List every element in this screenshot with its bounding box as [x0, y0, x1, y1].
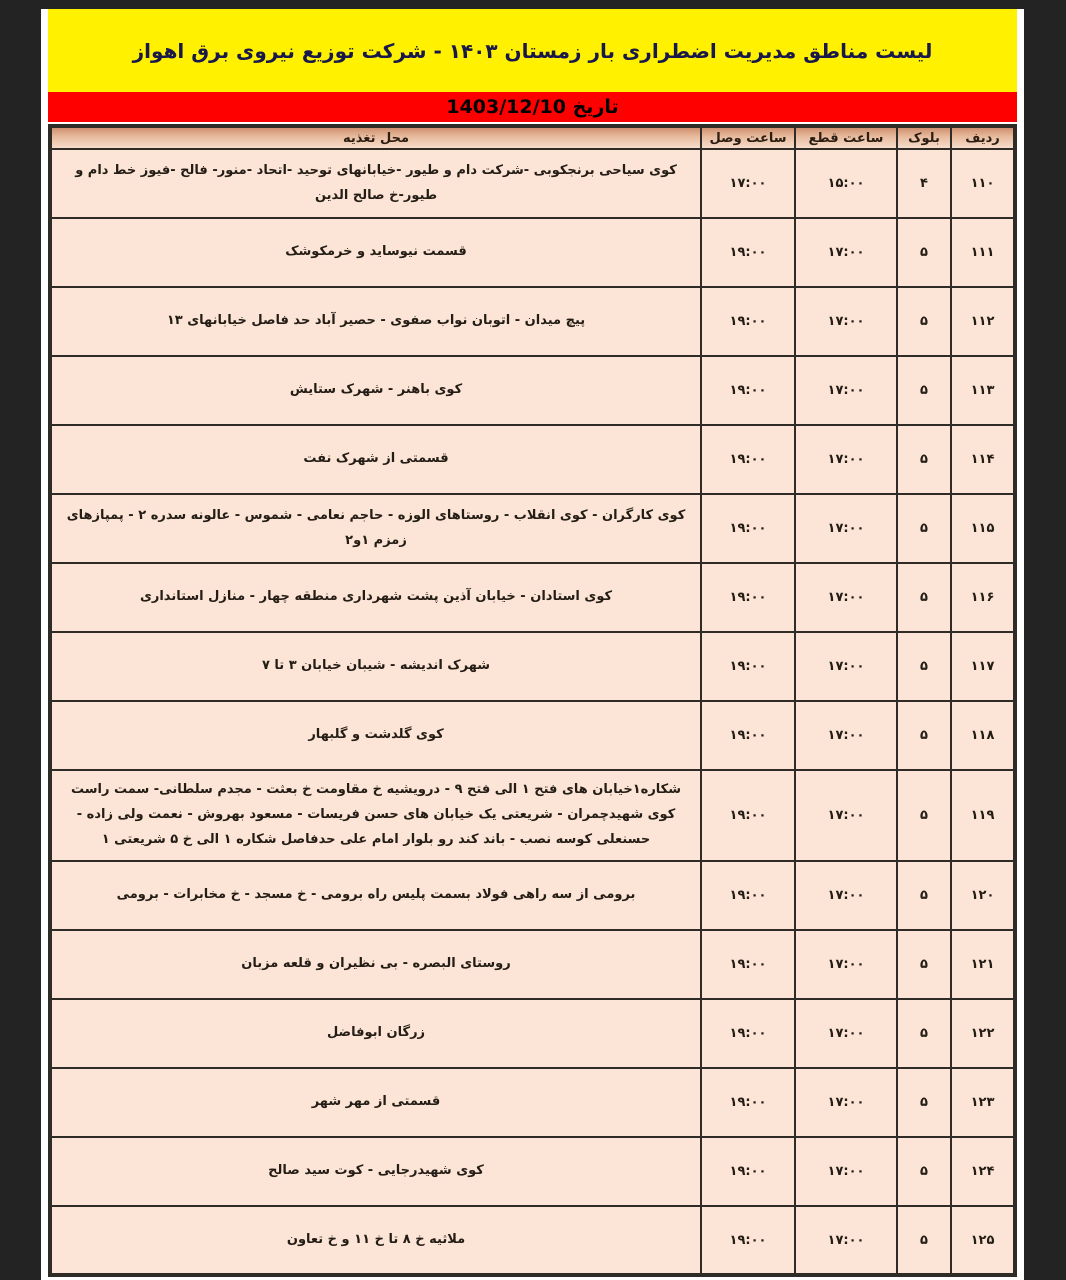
cell-row-number: ۱۱۲: [951, 287, 1015, 356]
cell-cut-time: ۱۷:۰۰: [795, 563, 897, 632]
cell-location: کوی کارگران - کوی انقلاب - روستاهای الوزه - حاجم نعامی - شموس - عالونه سدره ۲ - پمپازهای زمزم ۱و۲: [50, 494, 701, 563]
cell-block: ۵: [897, 218, 951, 287]
cell-row-number: ۱۱۰: [951, 149, 1015, 218]
cell-cut-time: ۱۷:۰۰: [795, 632, 897, 701]
cell-location: کوی استادان - خیابان آذین پشت شهرداری منطقه چهار - منازل استانداری: [50, 563, 701, 632]
cell-location: قسمت نیوساید و خرمکوشک: [50, 218, 701, 287]
table-row: [50, 770, 1015, 861]
cell-restore-time: ۱۹:۰۰: [701, 563, 795, 632]
table-row: [50, 1137, 1015, 1206]
report-date: تاریخ 1403/12/10: [446, 96, 619, 118]
cell-restore-time: ۱۹:۰۰: [701, 999, 795, 1068]
cell-block: ۵: [897, 425, 951, 494]
cell-row-number: ۱۲۵: [951, 1206, 1015, 1275]
cell-row-number: ۱۲۴: [951, 1137, 1015, 1206]
report-title-band: [48, 9, 1017, 92]
cell-row-number: ۱۱۴: [951, 425, 1015, 494]
cell-location: برومی از سه راهی فولاد بسمت پلیس راه برومی - خ مسجد - خ مخابرات - برومی: [50, 861, 701, 930]
cell-restore-time: ۱۹:۰۰: [701, 701, 795, 770]
table-header-row: [50, 126, 1015, 149]
outage-schedule-table: [48, 124, 1017, 1277]
cell-location: پیچ میدان - اتوبان نواب صفوی - حصیر آباد حد فاصل خیابانهای ۱۳: [50, 287, 701, 356]
cell-restore-time: ۱۹:۰۰: [701, 632, 795, 701]
cell-block: ۵: [897, 861, 951, 930]
cell-restore-time: ۱۹:۰۰: [701, 930, 795, 999]
cell-restore-time: ۱۹:۰۰: [701, 218, 795, 287]
cell-restore-time: ۱۹:۰۰: [701, 1068, 795, 1137]
table-row: [50, 999, 1015, 1068]
table-row: [50, 861, 1015, 930]
cell-block: ۵: [897, 770, 951, 861]
report-title: لیست مناطق مدیریت اضطراری بار زمستان ۱۴۰۳ - شرکت توزیع نیروی برق اهواز: [132, 38, 933, 63]
cell-location: زرگان ابوفاضل: [50, 999, 701, 1068]
cell-row-number: ۱۱۸: [951, 701, 1015, 770]
header-restore-time: ساعت وصل: [701, 126, 795, 149]
cell-location: قسمتی از مهر شهر: [50, 1068, 701, 1137]
cell-cut-time: ۱۷:۰۰: [795, 218, 897, 287]
header-block: بلوک: [897, 126, 951, 149]
header-cut-time: ساعت قطع: [795, 126, 897, 149]
table-row: [50, 930, 1015, 999]
cell-restore-time: ۱۹:۰۰: [701, 861, 795, 930]
cell-location: کوی شهیدرجایی - کوت سید صالح: [50, 1137, 701, 1206]
cell-cut-time: ۱۷:۰۰: [795, 930, 897, 999]
cell-cut-time: ۱۷:۰۰: [795, 425, 897, 494]
cell-row-number: ۱۱۱: [951, 218, 1015, 287]
cell-location: قسمتی از شهرک نفت: [50, 425, 701, 494]
cell-cut-time: ۱۷:۰۰: [795, 999, 897, 1068]
report-page: [41, 9, 1024, 1280]
cell-location: شکاره۱خیابان های فتح ۱ الی فتح ۹ - درویشیه خ مقاومت خ بعثت - مجدم سلطانی- سمت راست کوی شهیدچمران - شریعتی یک خیابان های حسن فریسات - مسعود بهروش - نعمت ولی زاده - حسنعلی کوسه نصب - باند کند رو بلوار امام علی حدفاصل شکاره ۱ الی خ ۵ شریعتی ۱: [50, 770, 701, 861]
cell-cut-time: ۱۷:۰۰: [795, 287, 897, 356]
cell-block: ۵: [897, 701, 951, 770]
cell-block: ۵: [897, 632, 951, 701]
cell-restore-time: ۱۹:۰۰: [701, 356, 795, 425]
cell-restore-time: ۱۷:۰۰: [701, 149, 795, 218]
cell-location: شهرک اندیشه - شیبان خیابان ۳ تا ۷: [50, 632, 701, 701]
cell-row-number: ۱۲۰: [951, 861, 1015, 930]
table-row: [50, 1206, 1015, 1275]
table-row: [50, 701, 1015, 770]
cell-row-number: ۱۱۶: [951, 563, 1015, 632]
cell-block: ۵: [897, 494, 951, 563]
cell-block: ۵: [897, 287, 951, 356]
cell-location: کوی سیاحی برنجکوبی -شرکت دام و طیور -خیابانهای توحید -اتحاد -منور- فالح -فیوز خط دام و طیور-خ صالح الدین: [50, 149, 701, 218]
cell-location: ملاثیه خ ۸ تا خ ۱۱ و خ تعاون: [50, 1206, 701, 1275]
cell-restore-time: ۱۹:۰۰: [701, 770, 795, 861]
table-row: [50, 287, 1015, 356]
cell-cut-time: ۱۷:۰۰: [795, 356, 897, 425]
header-location: محل تغذیه: [50, 126, 701, 149]
cell-location: کوی گلدشت و گلبهار: [50, 701, 701, 770]
cell-cut-time: ۱۷:۰۰: [795, 1068, 897, 1137]
table-row: [50, 1068, 1015, 1137]
cell-row-number: ۱۱۷: [951, 632, 1015, 701]
cell-location: روستای البصره - بی نظیران و قلعه مزبان: [50, 930, 701, 999]
cell-restore-time: ۱۹:۰۰: [701, 425, 795, 494]
cell-block: ۵: [897, 1137, 951, 1206]
schedule-table-wrap: [48, 124, 1017, 1277]
header-row-number: ردیف: [951, 126, 1015, 149]
report-date-band: [48, 92, 1017, 122]
cell-cut-time: ۱۷:۰۰: [795, 1206, 897, 1275]
cell-row-number: ۱۲۱: [951, 930, 1015, 999]
table-row: [50, 494, 1015, 563]
cell-restore-time: ۱۹:۰۰: [701, 1137, 795, 1206]
cell-row-number: ۱۲۳: [951, 1068, 1015, 1137]
cell-cut-time: ۱۵:۰۰: [795, 149, 897, 218]
cell-row-number: ۱۱۳: [951, 356, 1015, 425]
table-row: [50, 218, 1015, 287]
cell-block: ۴: [897, 149, 951, 218]
cell-row-number: ۱۱۹: [951, 770, 1015, 861]
cell-row-number: ۱۱۵: [951, 494, 1015, 563]
cell-location: کوی باهنر - شهرک ستایش: [50, 356, 701, 425]
table-row: [50, 632, 1015, 701]
table-row: [50, 563, 1015, 632]
cell-cut-time: ۱۷:۰۰: [795, 1137, 897, 1206]
cell-cut-time: ۱۷:۰۰: [795, 701, 897, 770]
table-row: [50, 425, 1015, 494]
cell-restore-time: ۱۹:۰۰: [701, 287, 795, 356]
cell-cut-time: ۱۷:۰۰: [795, 770, 897, 861]
cell-block: ۵: [897, 563, 951, 632]
cell-block: ۵: [897, 1068, 951, 1137]
table-row: [50, 149, 1015, 218]
cell-cut-time: ۱۷:۰۰: [795, 861, 897, 930]
cell-block: ۵: [897, 999, 951, 1068]
table-row: [50, 356, 1015, 425]
cell-block: ۵: [897, 356, 951, 425]
cell-block: ۵: [897, 930, 951, 999]
cell-cut-time: ۱۷:۰۰: [795, 494, 897, 563]
cell-block: ۵: [897, 1206, 951, 1275]
cell-restore-time: ۱۹:۰۰: [701, 494, 795, 563]
cell-row-number: ۱۲۲: [951, 999, 1015, 1068]
cell-restore-time: ۱۹:۰۰: [701, 1206, 795, 1275]
